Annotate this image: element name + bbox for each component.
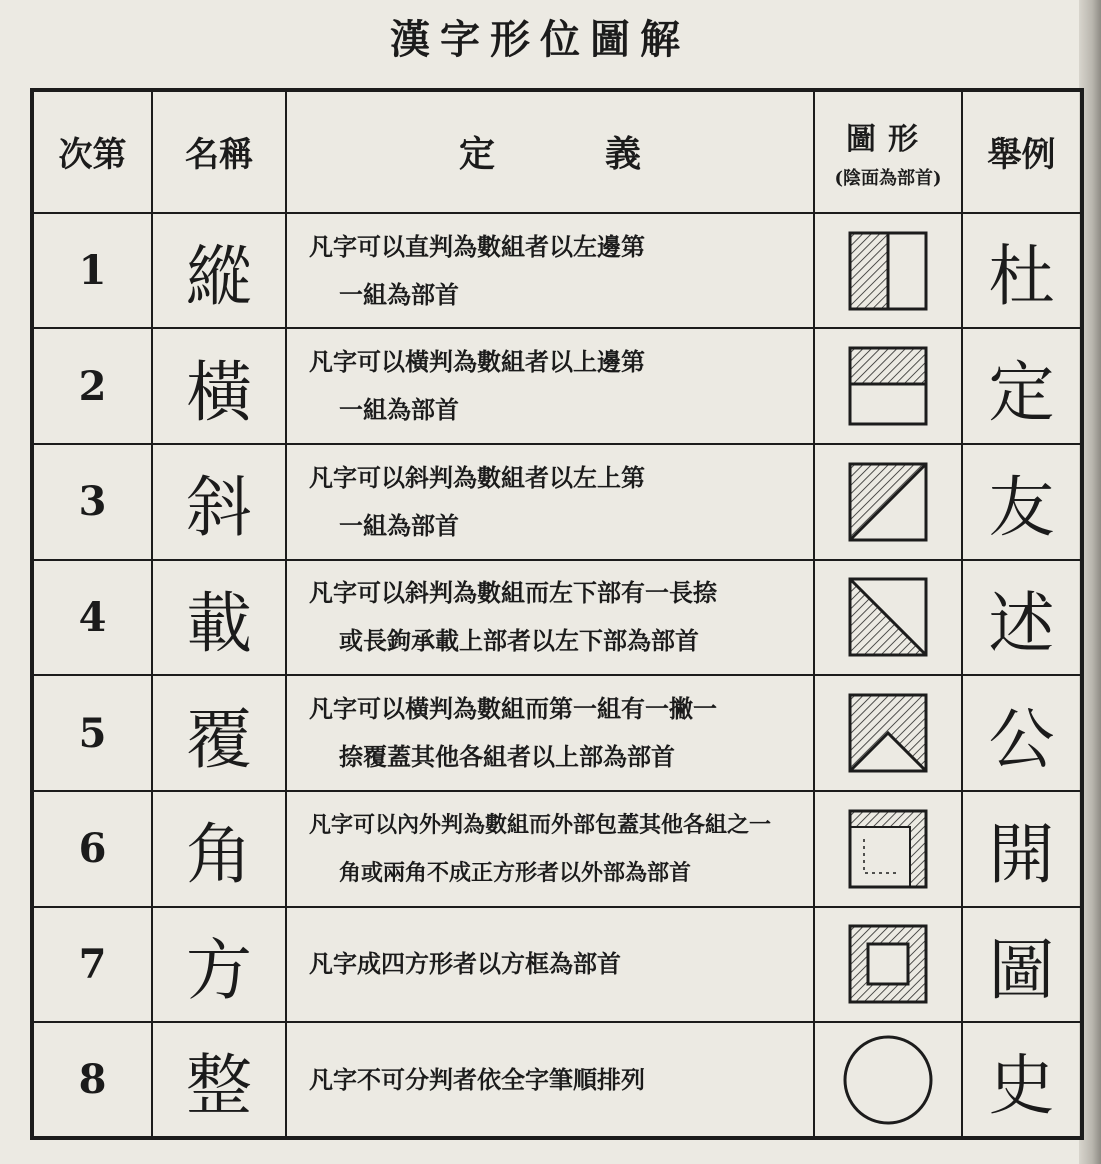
example-character: 述	[962, 560, 1082, 676]
table-row	[32, 213, 1082, 329]
definition-line-1: 凡字不可分判者依全字筆順排列	[309, 1064, 645, 1094]
table-row	[32, 791, 1082, 907]
position-name: 角	[152, 791, 286, 907]
position-name: 覆	[152, 675, 286, 791]
row-number: 1	[32, 213, 152, 329]
definition-line-1: 凡字可以直判為數組者以左邊第	[309, 231, 645, 261]
header-order: 次第	[32, 90, 152, 213]
definition-line-2: 或長鉤承載上部者以左下部為部首	[339, 626, 699, 656]
definition-line-1: 凡字可以斜判為數組者以左上第	[309, 462, 645, 492]
page-title: 漢字形位圖解	[390, 16, 690, 63]
table-row	[32, 560, 1082, 676]
shape-carry-diagram	[814, 560, 962, 676]
shape-vertical-diagram	[814, 213, 962, 329]
shape-whole-diagram	[814, 1022, 962, 1138]
position-name: 橫	[152, 328, 286, 444]
definition-line-2: 一組為部首	[339, 510, 459, 540]
position-name: 載	[152, 560, 286, 676]
definition-cell	[286, 328, 814, 444]
definition-line-1: 凡字可以斜判為數組而左下部有一長捺	[309, 578, 717, 608]
table-row	[32, 675, 1082, 791]
header-shape-label: 圖形	[846, 121, 930, 157]
example-character: 友	[962, 444, 1082, 560]
shape-cover-diagram	[814, 675, 962, 791]
position-name: 方	[152, 907, 286, 1023]
shape-square-diagram	[814, 907, 962, 1023]
position-name: 斜	[152, 444, 286, 560]
row-number: 8	[32, 1022, 152, 1138]
row-number: 5	[32, 675, 152, 791]
row-number: 6	[32, 791, 152, 907]
row-number: 3	[32, 444, 152, 560]
table-row	[32, 907, 1082, 1023]
header-shape	[814, 90, 962, 213]
definition-cell	[286, 213, 814, 329]
position-name: 整	[152, 1022, 286, 1138]
example-character: 圖	[962, 907, 1082, 1023]
definition-cell	[286, 791, 814, 907]
shape-horizontal-diagram	[814, 328, 962, 444]
definition-cell	[286, 675, 814, 791]
definition-line-1: 凡字成四方形者以方框為部首	[309, 949, 621, 979]
row-number: 4	[32, 560, 152, 676]
example-character: 開	[962, 791, 1082, 907]
definition-cell	[286, 560, 814, 676]
example-character: 公	[962, 675, 1082, 791]
header-definition: 定義	[286, 90, 814, 213]
definition-cell	[286, 907, 814, 1023]
definition-cell	[286, 444, 814, 560]
definition-line-1: 凡字可以內外判為數組而外部包蓋其他各組之一	[309, 811, 772, 838]
header-shape-note: (陰面為部首)	[834, 167, 942, 189]
shape-diagonal-diagram	[814, 444, 962, 560]
definition-line-2: 一組為部首	[339, 279, 459, 309]
table-row	[32, 444, 1082, 560]
table-row	[32, 328, 1082, 444]
position-name: 縱	[152, 213, 286, 329]
header-row	[32, 90, 1082, 213]
header-example: 舉例	[962, 90, 1082, 213]
row-number: 7	[32, 907, 152, 1023]
example-character: 定	[962, 328, 1082, 444]
definition-line-2: 角或兩角不成正方形者以外部為部首	[339, 859, 692, 886]
definition-line-1: 凡字可以橫判為數組者以上邊第	[309, 347, 645, 377]
definition-line-2: 捺覆蓋其他各組者以上部為部首	[339, 742, 675, 772]
definition-line-1: 凡字可以橫判為數組而第一組有一撇一	[309, 694, 717, 724]
row-number: 2	[32, 328, 152, 444]
example-character: 史	[962, 1022, 1082, 1138]
definition-line-2: 一組為部首	[339, 395, 459, 425]
shape-corner-diagram	[814, 791, 962, 907]
definition-cell	[286, 1022, 814, 1138]
header-name: 名稱	[152, 90, 286, 213]
radical-position-table	[30, 88, 1084, 1140]
table-row	[32, 1022, 1082, 1138]
example-character: 杜	[962, 213, 1082, 329]
